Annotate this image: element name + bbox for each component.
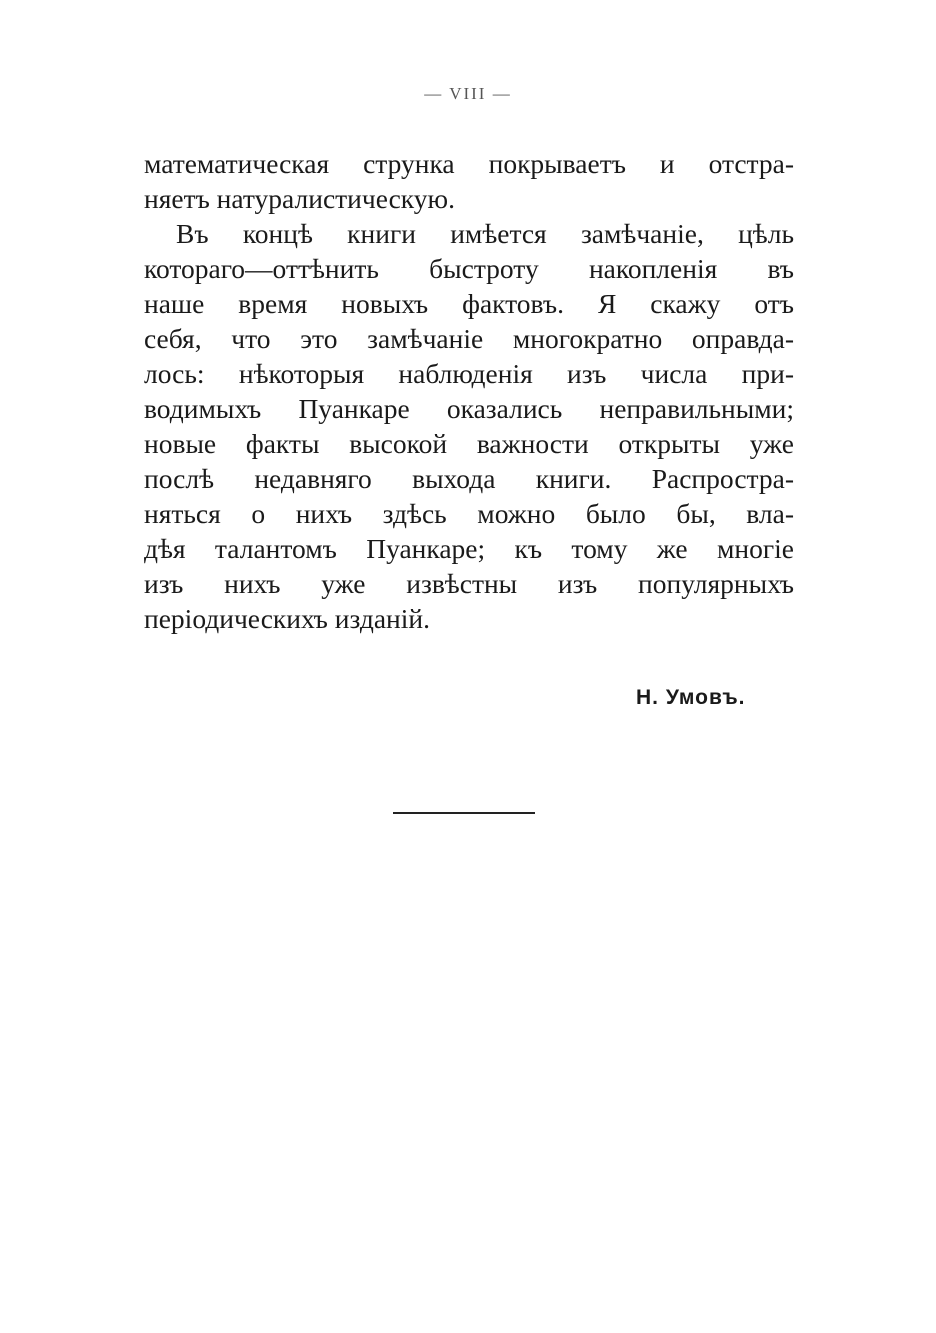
text-line: дѣя талантомъ Пуанкаре; къ тому же многіе [144,533,794,564]
author-signature: Н. Умовъ. [636,686,746,709]
paragraph-continuation [144,146,794,216]
text-line: водимыхъ Пуанкаре оказались неправильными; [144,393,794,424]
text-line: періодическихъ изданій. [144,603,431,634]
text-line: няетъ натуралистическую. [144,183,455,214]
text-line: лось: нѣкоторыя наблюденія изъ числа при- [144,358,794,389]
text-line: новые факты высокой важности открыты уже [144,428,794,459]
body-text [144,146,794,636]
text-line: себя, что это замѣчаніе многократно оправда- [144,323,794,354]
text-line: котораго—оттѣнить быстроту накопленія въ [144,253,794,284]
text-line: наше время новыхъ фактовъ. Я скажу отъ [144,288,794,319]
page-number: — VIII — [424,84,512,103]
text-line: Въ концѣ книги имѣется замѣчаніе, цѣль [176,218,794,249]
text-line: математическая струнка покрываетъ и отстра- [144,148,794,179]
section-divider [393,812,535,814]
text-line: послѣ недавняго выхода книги. Распростра- [144,463,794,494]
text-line: изъ нихъ уже извѣстны изъ популярныхъ [144,568,794,599]
text-line: няться о нихъ здѣсь можно было бы, вла- [144,498,794,529]
paragraph-main [144,216,794,636]
